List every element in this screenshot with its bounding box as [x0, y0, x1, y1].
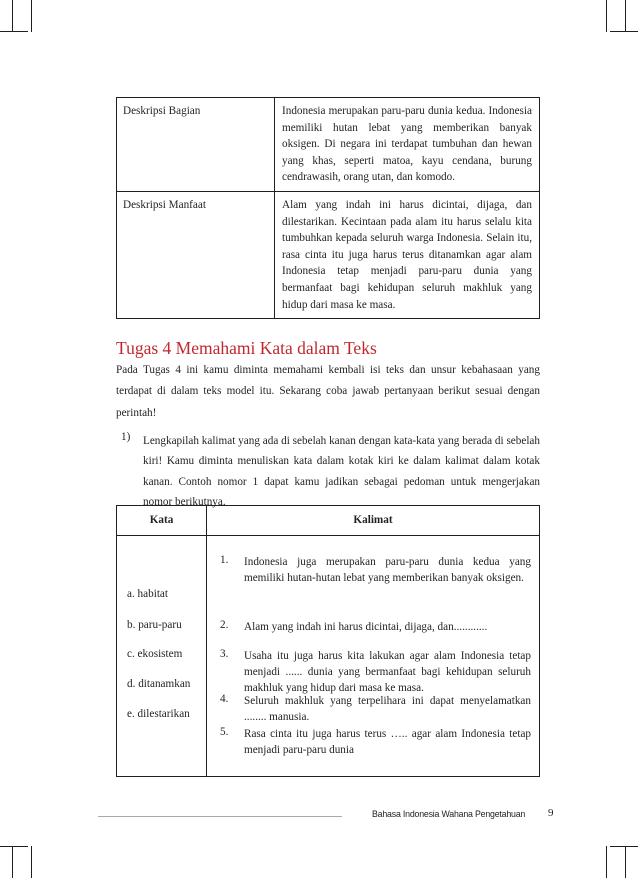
sentence-number: 2. — [220, 619, 229, 631]
description-table — [116, 97, 540, 319]
row-description: Alam yang indah ini harus dicintai, dijaga, dan dilestarikan. Kecintaan pada alam itu harus selalu kita tumbuhkan kepada seluruh warga Indonesia. Selain itu, rasa cinta itu juga harus terus ditanamkan agar alam Indonesia tetap menjadi paru-paru dunia yang bermanfaat bagi kehidupan seluruh makhluk yang hidup dari masa ke masa. — [275, 191, 540, 318]
footer-book-title: Bahasa Indonesia Wahana Pengetahuan — [372, 809, 526, 819]
table-row — [117, 98, 540, 192]
instruction-number: 1) — [121, 431, 131, 443]
sentence-text: Usaha itu juga harus kita lakukan agar alam Indonesia tetap menjadi ...... dunia yang bermanfaat bagi kehidupan seluruh makhluk yang hidup dari masa ke masa. — [244, 650, 531, 694]
word-item: e. dilestarikan — [127, 708, 190, 720]
row-label: Deskripsi Manfaat — [117, 191, 275, 318]
word-item: c. ekosistem — [127, 648, 183, 660]
sentence-number: 5. — [220, 726, 229, 738]
section-heading: Tugas 4 Memahami Kata dalam Teks — [116, 338, 377, 358]
row-description: Indonesia merupakan paru-paru dunia kedua. Indonesia memiliki hutan lebat yang memberikan banyak oksigen. Di negara ini terdapat tumbuhan dan hewan yang khas, seperti matoa, kayu cendana, burung cendrawasih, orang utan, dan komodo. — [275, 98, 540, 192]
table-header-row — [117, 506, 540, 536]
sentence-text: Rasa cinta itu juga harus terus ….. agar alam Indonesia tetap menjadi paru-paru dunia — [244, 728, 531, 756]
sentence-number: 4. — [220, 693, 229, 705]
table-row — [117, 191, 540, 318]
page-number: 9 — [548, 807, 554, 819]
sentence-number: 1. — [220, 554, 229, 566]
header-kalimat: Kalimat — [207, 506, 540, 536]
footer-rule — [98, 816, 342, 817]
sentence-text: Indonesia juga merupakan paru-paru dunia kedua yang memiliki hutan-hutan lebat yang memberikan banyak oksigen. — [244, 556, 531, 584]
word-item: d. ditanamkan — [127, 678, 191, 690]
intro-paragraph: Pada Tugas 4 ini kamu diminta memahami kembali isi teks dan unsur kebahasaan yang terdapat di dalam teks model itu. Sekarang coba jawab pertanyaan berikut sesuai dengan perintah! — [116, 364, 540, 419]
word-item: a. habitat — [127, 588, 169, 600]
instruction-text: Lengkapilah kalimat yang ada di sebelah kanan dengan kata-kata yang berada di sebelah kiri! Kamu diminta menuliskan kata dalam kotak kiri ke dalam kalimat dalam kotak kanan. Contoh nomor 1 dapat kamu jadikan sebagai pedoman untuk mengerjakan nomor berikutnya. — [143, 435, 540, 509]
word-item: b. paru-paru — [127, 619, 182, 631]
sentence-text: Seluruh makhluk yang terpelihara ini dapat menyelamatkan ........ manusia. — [244, 695, 531, 723]
header-kata: Kata — [117, 506, 207, 536]
sentence-text: Alam yang indah ini harus dicintai, dijaga, dan............ — [244, 621, 488, 633]
row-label: Deskripsi Bagian — [117, 98, 275, 192]
sentence-number: 3. — [220, 648, 229, 660]
